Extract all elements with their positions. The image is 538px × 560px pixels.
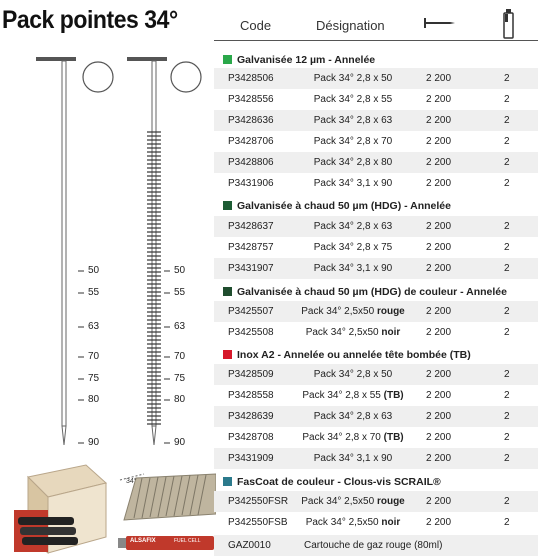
table-row (214, 385, 538, 406)
qty-cell: 2 200 (426, 136, 452, 147)
scale-label-90: 90 (88, 437, 100, 448)
gas-cell: 2 (504, 517, 510, 528)
scale-label-63-annelee: 63 (174, 321, 186, 332)
qty-cell: 2 200 (426, 115, 452, 126)
gas-cartridge-photo (116, 532, 216, 556)
code-cell: GAZ0010 (228, 540, 271, 551)
table-row (214, 89, 538, 110)
code-cell: P342550FSR (228, 496, 289, 507)
designation-cell: Pack 34° 2,5x50 rouge (301, 306, 405, 317)
gas-cell: 2 (504, 94, 510, 105)
qty-cell: 2 200 (426, 369, 452, 380)
cartridge-brand: ALSAFIX (130, 538, 156, 544)
scale-label-75-annelee: 75 (174, 373, 186, 384)
designation-cell: Pack 34° 2,8 x 63 (313, 411, 393, 422)
nail-icon (423, 16, 457, 34)
table-row (214, 427, 538, 448)
code-cell: P3425508 (228, 327, 274, 338)
designation-cell: Pack 34° 2,8 x 55 (TB) (302, 390, 404, 401)
table-row (214, 237, 538, 258)
scale-label-70: 70 (88, 351, 100, 362)
qty-cell: 2 200 (426, 390, 452, 401)
section-galva (214, 51, 538, 69)
cartridge-label: FUEL CELL (174, 538, 201, 544)
code-cell: P3428506 (228, 73, 274, 84)
table-row (214, 258, 538, 279)
code-cell: P342550FSB (228, 517, 288, 528)
designation-cell: Pack 34° 2,5x50 noir (305, 517, 401, 528)
scale-label-90-annelee: 90 (174, 437, 186, 448)
qty-cell: 2 200 (426, 157, 452, 168)
section-hdg-color (214, 283, 538, 301)
scale-label-63: 63 (88, 321, 100, 332)
designation-cell: Pack 34° 2,8 x 63 (313, 115, 393, 126)
code-cell: P3428706 (228, 136, 274, 147)
table-row (214, 110, 538, 131)
table-row (214, 301, 538, 322)
gas-cell: 2 (504, 327, 510, 338)
nails-illustration (0, 40, 214, 455)
section-hdg (214, 197, 538, 215)
table-row (214, 491, 538, 512)
code-cell: P3428806 (228, 157, 274, 168)
designation-cell: Pack 34° 2,8 x 55 (313, 94, 393, 105)
designation-cell: Pack 34° 2,8 x 75 (313, 242, 393, 253)
qty-cell: 2 200 (426, 73, 452, 84)
table-row (214, 364, 538, 385)
qty-cell: 2 200 (426, 327, 452, 338)
code-cell: P3428509 (228, 369, 274, 380)
qty-cell: 2 200 (426, 411, 452, 422)
designation-cell: Pack 34° 3,1 x 90 (313, 263, 393, 274)
qty-cell: 2 200 (426, 453, 452, 464)
code-cell: P3428708 (228, 432, 274, 443)
designation-cell: Pack 34° 2,8 x 80 (313, 157, 393, 168)
table-row (214, 216, 538, 237)
section-label: Galvanisée 12 µm - Annelée (237, 54, 376, 66)
code-cell: P3431909 (228, 453, 274, 464)
gas-cell: 2 (504, 411, 510, 422)
designation-cell: Pack 34° 2,5x50 noir (305, 327, 401, 338)
qty-cell: 2 200 (426, 517, 452, 528)
gas-cell: 2 (504, 306, 510, 317)
section-fascoat (214, 473, 538, 491)
table-row (214, 512, 538, 533)
code-cell: P3425507 (228, 306, 274, 317)
code-cell: P3428757 (228, 242, 274, 253)
scale-label-80: 80 (88, 394, 100, 405)
scale-label-50-annelee: 50 (174, 265, 186, 276)
code-cell: P3428639 (228, 411, 274, 422)
product-box-photo (8, 455, 110, 557)
page-title: Pack pointes 34° (2, 6, 178, 34)
gas-cell: 2 (504, 242, 510, 253)
gas-cell: 2 (504, 221, 510, 232)
section-inox (214, 346, 538, 364)
qty-cell: 2 200 (426, 178, 452, 189)
gas-cell: 2 (504, 178, 510, 189)
gas-cell: 2 (504, 73, 510, 84)
gas-cell: 2 (504, 157, 510, 168)
hdg-color-swatch (223, 201, 232, 210)
designation-cell: Cartouche de gaz rouge (80ml) (304, 540, 443, 551)
header-code: Code (240, 18, 272, 33)
designation-cell: Pack 34° 2,8 x 63 (313, 221, 393, 232)
qty-cell: 2 200 (426, 306, 452, 317)
galva-color-swatch (223, 55, 232, 64)
gas-cell: 2 (504, 369, 510, 380)
qty-cell: 2 200 (426, 221, 452, 232)
code-cell: P3428558 (228, 390, 274, 401)
hdg-color-color-swatch (223, 287, 232, 296)
table-row (214, 535, 538, 556)
section-label: Inox A2 - Annelée ou annelée tête bombée (TB) (237, 349, 471, 361)
gas-cell: 2 (504, 263, 510, 274)
header-designation: Désignation (316, 18, 385, 33)
table-row (214, 173, 538, 194)
code-cell: P3431906 (228, 178, 274, 189)
code-cell: P3428636 (228, 115, 274, 126)
scale-label-70-annelee: 70 (174, 351, 186, 362)
designation-cell: Pack 34° 2,8 x 70 (TB) (302, 432, 404, 443)
scale-label-75: 75 (88, 373, 100, 384)
code-cell: P3431907 (228, 263, 274, 274)
fascoat-color-swatch (223, 477, 232, 486)
gas-cell: 2 (504, 390, 510, 401)
qty-cell: 2 200 (426, 242, 452, 253)
designation-cell: Pack 34° 3,1 x 90 (313, 453, 393, 464)
table-row (214, 152, 538, 173)
gas-cell: 2 (504, 432, 510, 443)
inox-color-swatch (223, 350, 232, 359)
code-cell: P3428556 (228, 94, 274, 105)
qty-cell: 2 200 (426, 496, 452, 507)
header-divider (214, 40, 538, 41)
designation-cell: Pack 34° 3,1 x 90 (313, 178, 393, 189)
scale-label-50: 50 (88, 265, 100, 276)
gas-cartridge-icon (503, 9, 515, 44)
gas-cell: 2 (504, 453, 510, 464)
qty-cell: 2 200 (426, 432, 452, 443)
scale-label-55-annelee: 55 (174, 287, 186, 298)
designation-cell: Pack 34° 2,8 x 50 (313, 369, 393, 380)
table-row (214, 322, 538, 343)
scale-label-80-annelee: 80 (174, 394, 186, 405)
section-label: Galvanisée à chaud 50 µm (HDG) de couleur - Annelée (237, 286, 507, 298)
gas-cell: 2 (504, 115, 510, 126)
designation-cell: Pack 34° 2,5x50 rouge (301, 496, 405, 507)
angle-label: 34° (126, 478, 137, 485)
table-row (214, 68, 538, 89)
designation-cell: Pack 34° 2,8 x 70 (313, 136, 393, 147)
qty-cell: 2 200 (426, 263, 452, 274)
section-label: FasCoat de couleur - Clous-vis SCRAIL® (237, 476, 441, 488)
section-label: Galvanisée à chaud 50 µm (HDG) - Annelée (237, 200, 451, 212)
qty-cell: 2 200 (426, 94, 452, 105)
table-row (214, 406, 538, 427)
table-row (214, 131, 538, 152)
designation-cell: Pack 34° 2,8 x 50 (313, 73, 393, 84)
gas-cell: 2 (504, 496, 510, 507)
table-row (214, 448, 538, 469)
code-cell: P3428637 (228, 221, 274, 232)
scale-label-55: 55 (88, 287, 100, 298)
gas-cell: 2 (504, 136, 510, 147)
